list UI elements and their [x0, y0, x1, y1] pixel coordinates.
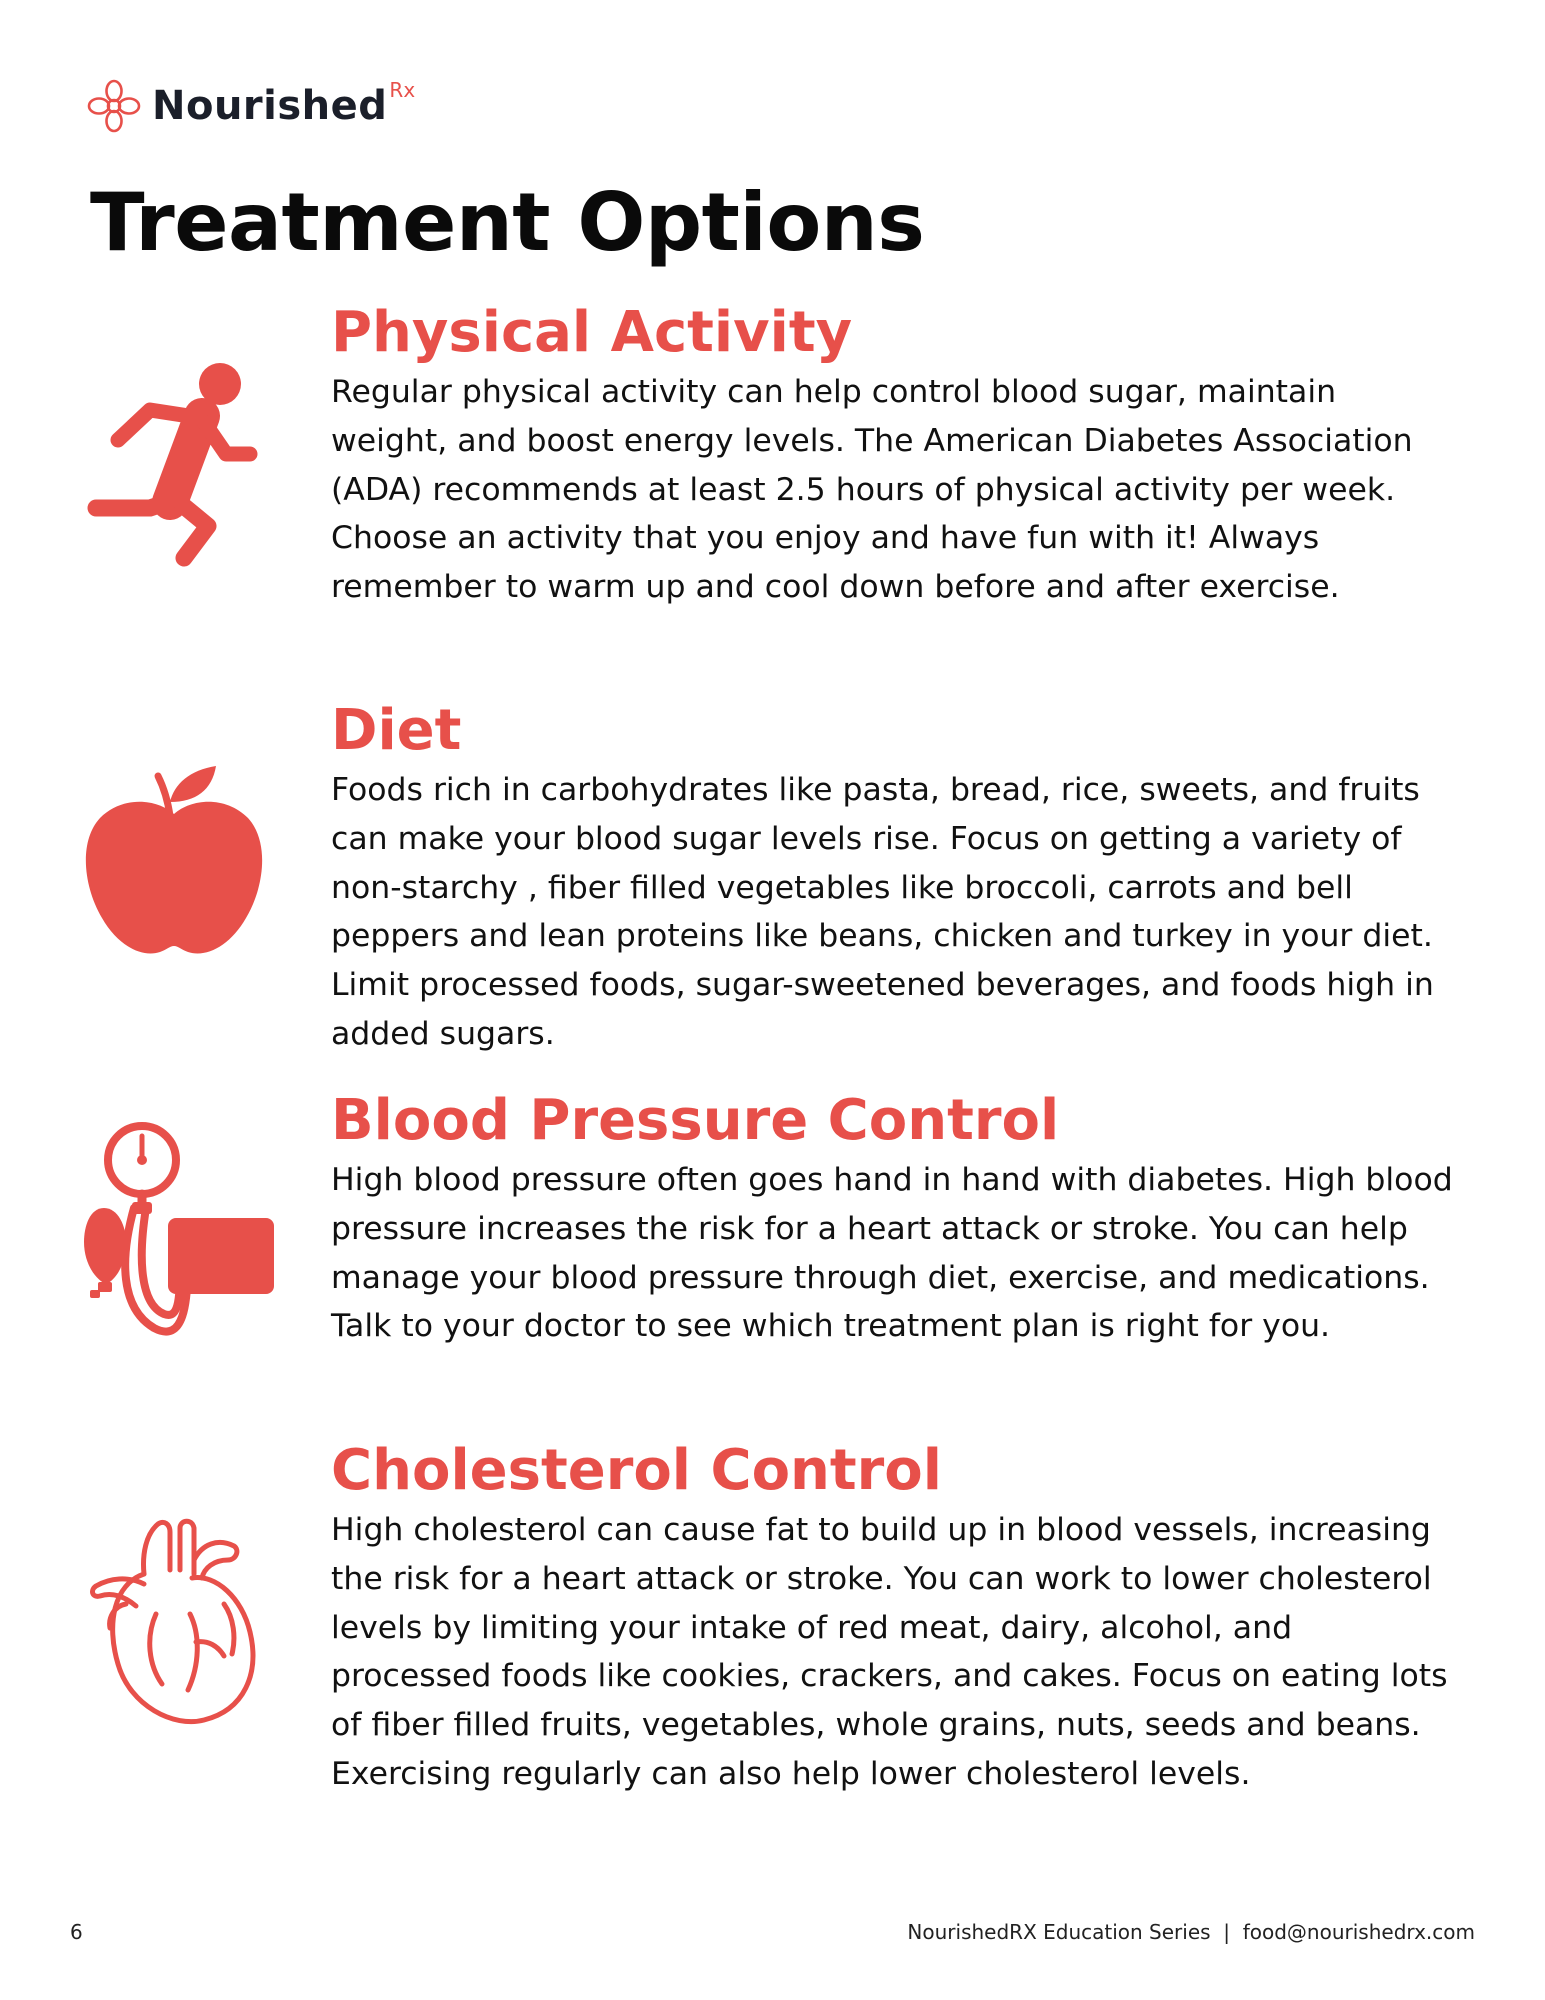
section-body: Regular physical activity can help control blood sugar, maintain weight, and boost energy levels. The American Diabetes Association (ADA) recommends at least 2.5 hours of physical activity per week. Choose an activity that you enjoy and have fun with it! Always remember to warm up and cool down before and after exercise. — [331, 374, 1413, 606]
page-title: Treatment Options — [90, 176, 925, 269]
section-body: High cholesterol can cause fat to build up in blood vessels, increasing the risk for a heart attack or stroke. You can work to lower cholesterol levels by limiting your intake of red meat, dairy, alcohol, and processed foods like cookies, crackers, and cakes. Focus on eating lots of fiber filled fruits, vegetables, whole grains, nuts, seeds and beans. Exercising regularly can also help lower cholesterol levels. — [331, 1512, 1448, 1792]
anatomical-heart-icon — [84, 1514, 264, 1734]
running-person-icon — [84, 360, 264, 570]
section-heading: Physical Activity — [331, 300, 853, 365]
section-body: Foods rich in carbohydrates like pasta, bread, rice, sweets, and fruits can make your blood sugar levels rise. Focus on getting a variety of non-starchy , fiber filled vegetables like broccoli, carrots and bell peppers and lean proteins like beans, chicken and turkey in your diet. Limit processed foods, sugar-sweetened beverages, and foods high in added sugars. — [331, 772, 1434, 1052]
footer-credits: NourishedRX Education Series | food@nourishedrx.com — [907, 1920, 1475, 1944]
apple-icon — [84, 762, 264, 962]
page-number: 6 — [70, 1920, 83, 1944]
section-heading: Cholesterol Control — [331, 1438, 942, 1503]
brand-name: Nourished — [152, 83, 388, 129]
section-body: High blood pressure often goes hand in hand with diabetes. High blood pressure increases the risk for a heart attack or stroke. You can help manage your blood pressure through diet, exercise, and medications. Talk to your doctor to see which treatment plan is right for you. — [331, 1162, 1453, 1345]
blood-pressure-monitor-icon — [84, 1108, 274, 1348]
brand-suffix: Rx — [389, 78, 416, 102]
section-heading: Blood Pressure Control — [331, 1088, 1060, 1153]
brand-logo — [86, 78, 415, 134]
section-heading: Diet — [331, 698, 462, 763]
flower-logo-icon — [86, 78, 142, 134]
